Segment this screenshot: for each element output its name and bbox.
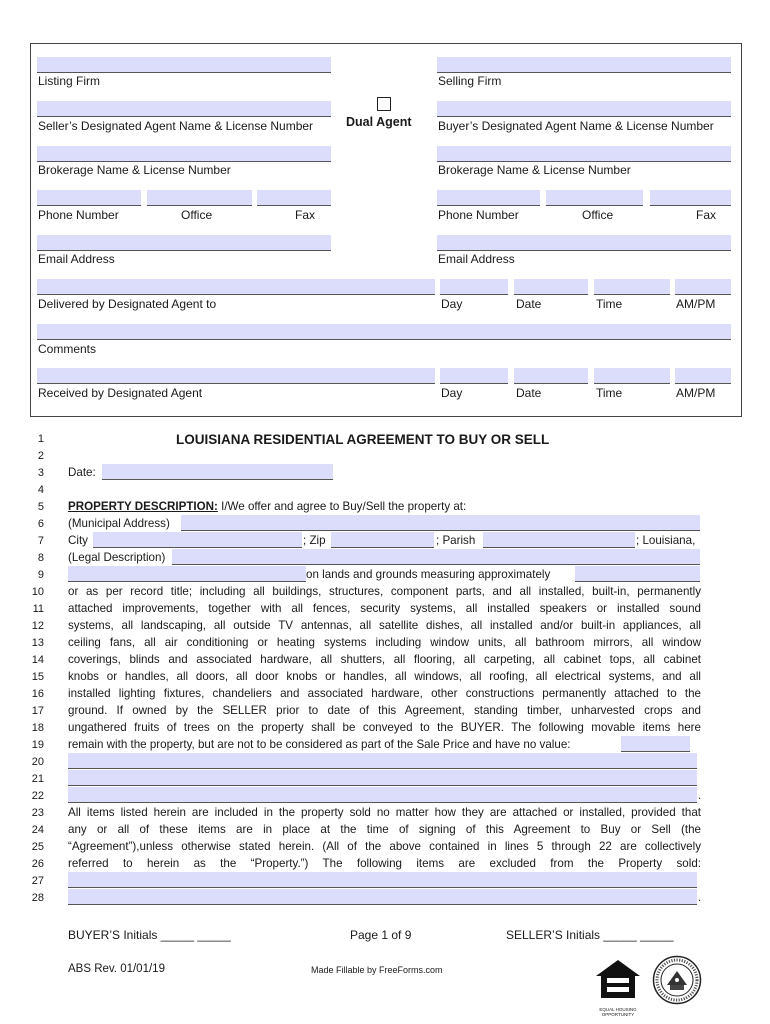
document-title: LOUISIANA RESIDENTIAL AGREEMENT TO BUY OR SELL [176,432,550,447]
line-number: 23 [31,807,44,819]
dual-agent-label: Dual Agent [346,115,412,129]
line-number: 10 [31,586,44,598]
parish-label: ; Parish [436,534,476,547]
email-left-label: Email Address [38,252,115,266]
period-mark-22: . [698,789,702,802]
realtor-seal [652,955,702,1005]
period-mark-28: . [698,891,702,904]
delivered-day-field[interactable] [440,279,508,295]
comments-field[interactable] [37,324,731,340]
property-description-line [68,500,466,513]
legal-description-field[interactable] [172,549,700,565]
listing-firm-field[interactable] [37,57,331,73]
received-label: Received by Designated Agent [38,386,203,400]
listing-firm-label: Listing Firm [38,74,101,88]
line-number: 26 [31,858,44,870]
selling-firm-field[interactable] [437,57,731,73]
line-number: 7 [37,535,44,547]
day-label-1: Day [441,297,463,311]
paragraph-line-25: “Agreement”),unless otherwise stated herein. (All of the above contained in lines 5 through 22 are collectively [68,840,701,853]
line-number: 17 [31,705,44,717]
fax-left-label: Fax [295,208,316,222]
city-label: City [68,534,88,547]
movable-items-field-4[interactable] [68,787,697,803]
date-label: Date: [68,466,96,479]
comments-label: Comments [38,342,97,356]
fax-right-field[interactable] [650,190,731,206]
paragraph-line-26: referred to herein as the “Property.”) The following items are excluded from the Property sold: [68,857,701,870]
line-number: 6 [37,518,44,530]
line-number: 27 [31,875,44,887]
paragraph-line-18: ungathered fruits of trees on the property shall be conveyed to the BUYER. The following movable items here [68,721,701,734]
selling-firm-label: Selling Firm [438,74,502,88]
excluded-items-field-2[interactable] [68,889,697,905]
phone-left-label: Phone Number [38,208,119,222]
lands-label: on lands and grounds measuring approximately [306,568,551,581]
line-number: 16 [31,688,44,700]
phone-right-label: Phone Number [438,208,519,222]
date-label-2: Date [516,386,542,400]
office-right-field[interactable] [546,190,643,206]
office-right-label: Office [582,208,614,222]
movable-items-field-2[interactable] [68,753,697,769]
time-label-1: Time [596,297,623,311]
delivered-date-field[interactable] [514,279,588,295]
line-number: 24 [31,824,44,836]
received-by-field[interactable] [37,368,435,384]
ampm-label-1: AM/PM [676,297,716,311]
brokerage-right-label: Brokerage Name & License Number [438,163,631,177]
property-description-intro: I/We offer and agree to Buy/Sell the property at: [217,500,467,513]
municipal-address-field[interactable] [181,515,700,531]
line-number: 25 [31,841,44,853]
date-label-1: Date [516,297,542,311]
email-right-field[interactable] [437,235,731,251]
paragraph-line-19: remain with the property, but are not to be considered as part of the Sale Price and have no value: [68,738,571,751]
sellers-agent-label: Seller’s Designated Agent Name & License Number [38,119,314,133]
received-ampm-field[interactable] [675,368,731,384]
line-number: 9 [37,569,44,581]
equal-housing-logo [594,958,642,1017]
line-number: 22 [31,790,44,802]
paragraph-line-23: All items listed herein are included in the property sold no matter how they are attached or installed, provided that [68,806,701,819]
movable-items-field-3[interactable] [68,770,697,786]
ampm-label-2: AM/PM [676,386,716,400]
sellers-agent-field[interactable] [37,101,331,117]
legal-description-cont-field[interactable] [68,566,306,582]
office-left-label: Office [181,208,213,222]
brokerage-right-field[interactable] [437,146,731,162]
paragraph-line-17: ground. If owned by the SELLER prior to date of this Agreement, standing timber, unharvested crops and [68,704,701,717]
day-label-2: Day [441,386,463,400]
page-number: Page 1 of 9 [350,928,412,942]
made-fillable-label: Made Fillable by FreeForms.com [311,965,443,975]
delivered-ampm-field[interactable] [675,279,731,295]
paragraph-line-12: systems, all landscaping, all outside TV antennas, all satellite dishes, all installed and/or built-in appliances, all [68,619,701,632]
property-description-heading: PROPERTY DESCRIPTION: [68,500,218,513]
line-number: 4 [37,484,44,496]
buyers-agent-field[interactable] [437,101,731,117]
date-field[interactable] [102,464,333,480]
line-number: 18 [31,722,44,734]
phone-left-field[interactable] [37,190,141,206]
land-measure-field[interactable] [575,566,700,582]
paragraph-line-14: coverings, blinds and associated hardware, all shutters, all flooring, all carpeting, all cabinet tops, all cabinet [68,653,701,666]
email-left-field[interactable] [37,235,331,251]
dual-agent-checkbox[interactable] [377,97,391,111]
line-number: 1 [37,433,44,445]
received-day-field[interactable] [440,368,508,384]
seal-icon [652,955,702,1005]
brokerage-left-label: Brokerage Name & License Number [38,163,231,177]
phone-right-field[interactable] [437,190,540,206]
legal-description-label: (Legal Description) [68,551,166,564]
excluded-items-field-1[interactable] [68,872,697,888]
fax-right-label: Fax [696,208,717,222]
paragraph-line-16: installed lighting fixtures, chandeliers and associated hardware, other constructions permanently attached to the [68,687,701,700]
sellers-initials: SELLER’S Initials _____ _____ [506,928,674,942]
line-number: 8 [37,552,44,564]
line-number: 15 [31,671,44,683]
line-number: 5 [37,501,44,513]
equal-housing-caption: EQUAL HOUSING OPPORTUNITY [599,1007,637,1017]
brokerage-left-field[interactable] [37,146,331,162]
delivered-time-field[interactable] [594,279,670,295]
movable-items-field-1[interactable] [621,736,690,752]
delivered-to-field[interactable] [37,279,435,295]
city-field[interactable] [93,532,302,548]
line-number: 28 [31,892,44,904]
revision-label: ABS Rev. 01/01/19 [68,963,165,975]
house-icon [594,958,642,1002]
zip-label: ; Zip [303,534,326,547]
paragraph-line-11: attached improvements, together with all fences, security systems, all installed speakers or installed sound [68,602,701,615]
line-number: 14 [31,654,44,666]
paragraph-line-13: ceiling fans, all air conditioning or heating systems including window units, all bathroom mirrors, all window [68,636,701,649]
line-number: 3 [37,467,44,479]
received-date-field[interactable] [514,368,588,384]
paragraph-line-15: knobs or handles, all doors, all door knobs or handles, all windows, all roofing, all electrical systems, and all [68,670,701,683]
line-number: 2 [37,450,44,462]
fax-left-field[interactable] [257,190,331,206]
email-right-label: Email Address [438,252,515,266]
buyers-initials: BUYER’S Initials _____ _____ [68,928,231,942]
office-left-field[interactable] [147,190,252,206]
time-label-2: Time [596,386,623,400]
line-number: 12 [31,620,44,632]
municipal-address-label: (Municipal Address) [68,517,170,530]
line-number: 19 [31,739,44,751]
louisiana-label: ; Louisiana, [636,534,696,547]
line-number: 11 [32,603,44,615]
line-number: 21 [31,773,44,785]
received-time-field[interactable] [594,368,670,384]
paragraph-line-10: or as per record title; including all buildings, structures, component parts, and all installed, built-in, permanently [68,585,701,598]
line-number: 20 [31,756,44,768]
line-number: 13 [31,637,44,649]
paragraph-line-24: any or all of these items are in place at the time of signing of this Agreement to Buy or Sell (the [68,823,701,836]
delivered-label: Delivered by Designated Agent to [38,297,217,311]
buyers-agent-label: Buyer’s Designated Agent Name & License Number [438,119,714,133]
zip-field[interactable] [331,532,434,548]
parish-field[interactable] [483,532,635,548]
